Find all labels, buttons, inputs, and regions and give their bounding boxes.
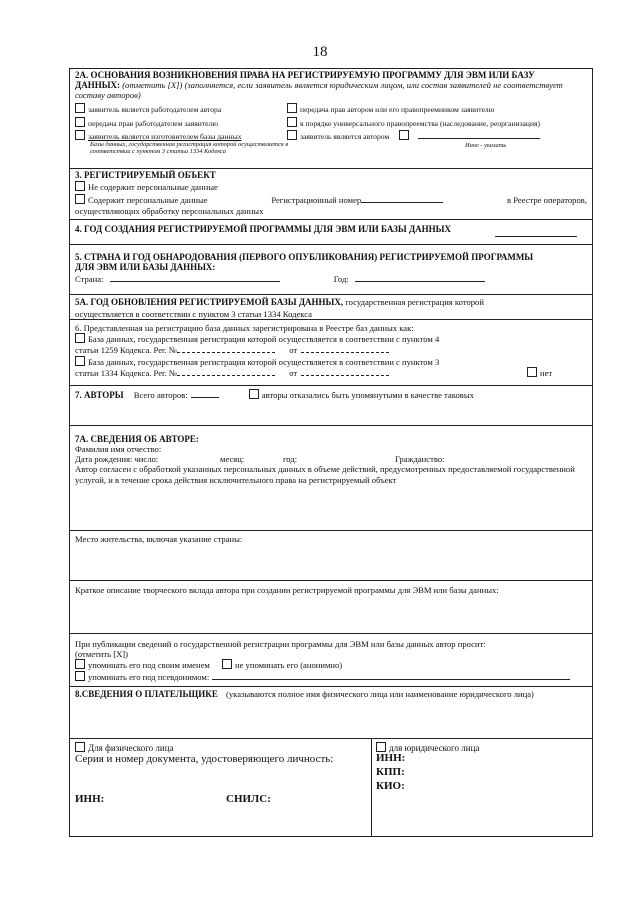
- country-input[interactable]: [110, 273, 280, 282]
- label-inn-individual: ИНН:: [75, 793, 105, 805]
- checkbox-employer[interactable]: [75, 103, 85, 113]
- section-8-title: 8.СВЕДЕНИЯ О ПЛАТЕЛЬЩИКЕ: [75, 689, 218, 699]
- section-4: [70, 220, 592, 245]
- db-maker-note: Базы данных, государственная регистрация которой осуществляется в соответствии с пунктом 3 статьи 1334 Кодекса: [90, 141, 289, 156]
- label-reg-number: Регистрационный номер: [271, 195, 362, 206]
- section-7a-title: 7А. СВЕДЕНИЯ ОБ АВТОРЕ:: [75, 434, 199, 444]
- label-succession: в порядке универсального правопреемства (наследование, реорганизация): [300, 119, 541, 128]
- checkbox-no[interactable]: [527, 367, 537, 377]
- label-citizenship: Гражданство:: [395, 454, 445, 465]
- section-contribution: [70, 581, 592, 634]
- checkbox-db-maker[interactable]: [75, 130, 85, 140]
- section-4-title: 4. ГОД СОЗДАНИЯ РЕГИСТРИРУЕМОЙ ПРОГРАММЫ ДЛЯ ЭВМ ИЛИ БАЗЫ ДАННЫХ: [75, 224, 452, 234]
- section-3-title: 3. РЕГИСТРИРУЕМЫЙ ОБЪЕКТ: [75, 170, 216, 180]
- year-input[interactable]: [355, 273, 485, 282]
- page-number: 18: [312, 44, 328, 60]
- label-employer: заявитель является работодателем автора: [88, 105, 222, 114]
- section-7-title: 7. АВТОРЫ: [75, 390, 124, 400]
- label-own-name: упоминать его под своим именем: [88, 660, 210, 671]
- creation-year-input[interactable]: [495, 228, 577, 237]
- label-db-maker: заявитель является изготовителем базы данных: [88, 132, 242, 141]
- checkbox-other[interactable]: [399, 130, 409, 140]
- label-db-1334: База данных, государственная регистрация которой осуществляется в соответствии с пунктом 3: [88, 356, 440, 367]
- date-1334-input[interactable]: [301, 367, 389, 376]
- label-db-1259-reg: статьи 1259 Кодекса. Рег. №: [75, 345, 178, 356]
- section-5-title: 5. СТРАНА И ГОД ОБНАРОДОВАНИЯ (ПЕРВОГО ОПУБЛИКОВАНИЯ) РЕГИСТРИРУЕМОЙ ПРОГРАММЫ: [75, 252, 534, 262]
- label-contribution: Краткое описание творческого вклада автора при создании регистрируемой программы для ЭВМ или базы данных:: [75, 585, 499, 595]
- label-pseudonym: упоминать его под псевдонимом:: [88, 671, 210, 682]
- checkbox-db-1259[interactable]: [75, 333, 85, 343]
- reg-1334-input[interactable]: [177, 367, 275, 376]
- label-individual: Для физического лица: [88, 743, 174, 753]
- checkbox-anonymous[interactable]: [222, 659, 232, 669]
- label-no-personal-data: Не содержит персональные данные: [88, 182, 218, 193]
- section-5a-title: 5А. ГОД ОБНОВЛЕНИЯ РЕГИСТРИРУЕМОЙ БАЗЫ ДАННЫХ,: [75, 297, 344, 307]
- label-legal-entity: для юридического лица: [389, 743, 480, 753]
- section-5a-rest: государственная регистрация которой: [345, 297, 484, 307]
- label-kpp: КПП:: [376, 766, 405, 778]
- publication-line1: При публикации сведений о государственной регистрации программы для ЭВМ или базы данных автор просит:: [75, 639, 486, 649]
- section-7: [70, 386, 592, 426]
- checkbox-succession[interactable]: [287, 117, 297, 127]
- section-6-title: 6. Представленная на регистрацию база данных зарегистрирована в Реестре баз данных как:: [75, 323, 414, 333]
- label-db-1259: База данных, государственная регистрация которой осуществляется в соответствии с пунктом 4: [88, 334, 440, 345]
- label-snils: СНИЛС:: [226, 793, 271, 805]
- section-5-title2: ДЛЯ ЭВМ ИЛИ БАЗЫ ДАННЫХ:: [75, 262, 216, 273]
- checkbox-individual[interactable]: [75, 742, 85, 752]
- registration-form: [69, 68, 593, 837]
- checkbox-transfer-employer[interactable]: [75, 117, 85, 127]
- checkbox-is-author[interactable]: [287, 130, 297, 140]
- label-birth-month: месяц:: [220, 454, 245, 465]
- section-publication: [70, 634, 592, 687]
- section-8-note: (указываются полное имя физического лица или наименование юридического лица): [225, 689, 534, 699]
- label-kio: КИО:: [376, 780, 405, 792]
- section-5: [70, 245, 592, 295]
- checkbox-no-personal-data[interactable]: [75, 181, 85, 191]
- section-8: [70, 687, 592, 739]
- label-anonymous: не упоминать его (анонимно): [234, 660, 343, 671]
- label-from-1: от: [289, 345, 298, 356]
- label-residence: Место жительства, включая указание страны:: [75, 534, 243, 544]
- checkbox-has-personal-data[interactable]: [75, 194, 85, 204]
- checkbox-db-1334[interactable]: [75, 356, 85, 366]
- pseudonym-input[interactable]: [212, 671, 570, 680]
- reg-number-input[interactable]: [361, 194, 443, 203]
- checkbox-legal-entity[interactable]: [376, 742, 386, 752]
- section-3: [70, 169, 592, 220]
- section-7a: [70, 426, 592, 531]
- payer-divider: [371, 739, 372, 836]
- author-consent: Автор согласен с обработкой указанных персональных данных в объеме действий, предусмотренных предоставляемой государственной услугой, и в течение срока действия исключительного права на регистрируемый объект: [75, 464, 575, 485]
- section-2a-title2: ДАННЫХ:: [75, 80, 121, 91]
- label-transfer-author: передача прав автором или его правопреемником заявителю: [300, 105, 495, 114]
- other-input[interactable]: [418, 130, 540, 139]
- section-5a-line2: осуществляется в соответствии с пунктом 3 статьи 1334 Кодекса: [75, 309, 352, 320]
- label-birth-year: год:: [283, 454, 298, 465]
- other-label: Иное - указать: [465, 142, 507, 149]
- label-id-document: Серия и номер документа, удостоверяющего личность:: [75, 753, 334, 765]
- section-5a: [70, 295, 592, 320]
- label-fio: Фамилия имя отчество:: [75, 444, 162, 455]
- checkbox-pseudonym[interactable]: [75, 671, 85, 681]
- section-2a: [70, 69, 592, 169]
- label-db-1334-reg: статьи 1334 Кодекса. Рег. №: [75, 367, 178, 378]
- label-is-author: заявитель является автором: [300, 132, 390, 141]
- checkbox-transfer-author[interactable]: [287, 103, 297, 113]
- label-total-authors: Всего авторов:: [133, 390, 188, 400]
- label-country: Страна:: [75, 274, 104, 285]
- reg-1259-input[interactable]: [177, 344, 275, 353]
- section-6: [70, 320, 592, 386]
- section-payer: [70, 739, 592, 836]
- checkbox-own-name[interactable]: [75, 659, 85, 669]
- label-operators-processing: осуществляющих обработку персональных данных: [75, 205, 264, 216]
- section-residence: [70, 531, 592, 581]
- label-from-2: от: [289, 367, 298, 378]
- publication-line2: (отметить [X]): [75, 649, 129, 660]
- checkbox-authors-refused[interactable]: [249, 389, 259, 399]
- label-transfer-employer: передача прав работодателем заявителю: [88, 119, 219, 128]
- label-no: нет: [540, 367, 553, 378]
- label-authors-refused: авторы отказались быть упомянутыми в качестве таковых: [261, 390, 474, 400]
- section-2a-note: (отметить [X]) (заполняется, если заявитель является юридическим лицом, или состав заявителей не соответствует составу авторов): [75, 80, 563, 101]
- label-has-personal-data: Содержит персональные данные: [88, 195, 208, 206]
- total-authors-input[interactable]: [191, 389, 219, 398]
- label-inn-legal: ИНН:: [376, 752, 406, 764]
- label-operators-registry: в Реестре операторов,: [507, 195, 587, 206]
- date-1259-input[interactable]: [301, 344, 389, 353]
- label-year: Год:: [333, 274, 349, 285]
- section-2a-title: 2А. ОСНОВАНИЯ ВОЗНИКНОВЕНИЯ ПРАВА НА РЕГИСТРИРУЕМУЮ ПРОГРАММУ ДЛЯ ЭВМ ИЛИ БАЗУ: [75, 70, 535, 80]
- label-birth-day: Дата рождения: число:: [75, 454, 159, 465]
